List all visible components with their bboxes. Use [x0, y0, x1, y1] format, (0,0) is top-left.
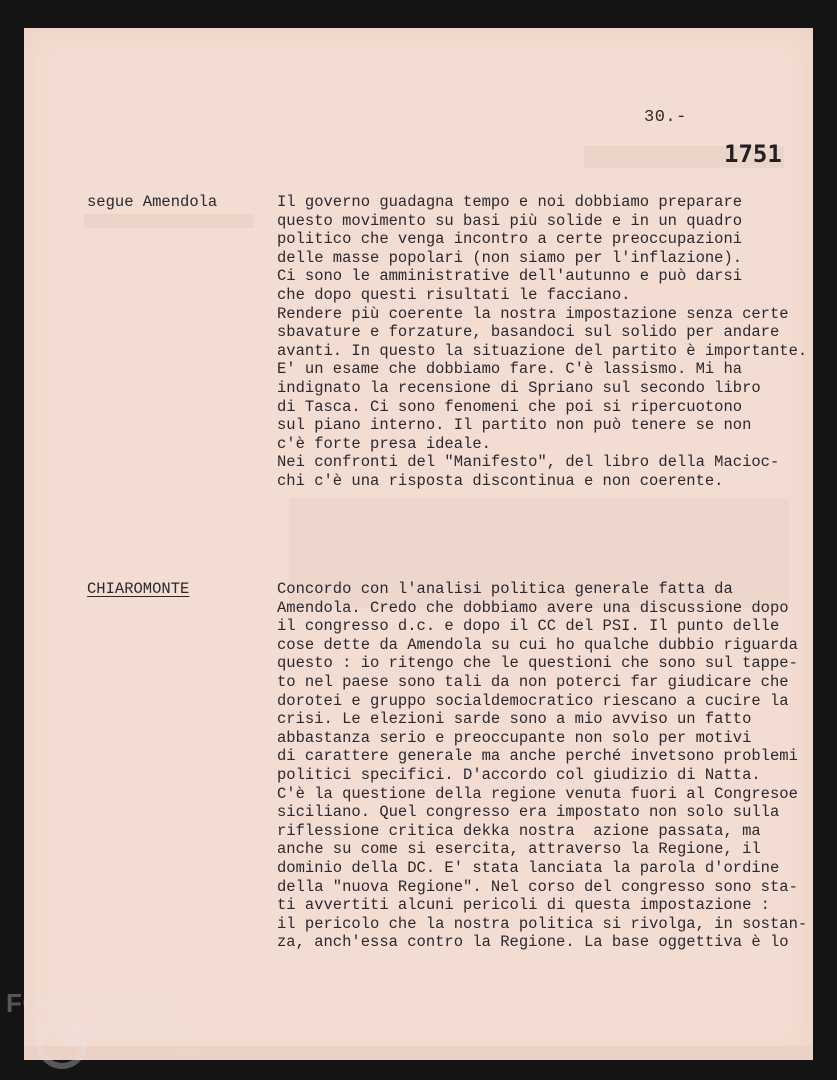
watermark-line-2: GRAMSCI — [64, 1017, 187, 1047]
watermark-line-3: Onlus — [176, 1046, 200, 1056]
text-line: della "nuova Regione". Nel corso del congresso sono sta- — [277, 877, 798, 896]
text-line: chi c'è una risposta discontinua e non coerente. — [277, 471, 724, 490]
text-line: crisi. Le elezioni sarde sono a mio avviso un fatto — [277, 710, 752, 729]
text-line: siciliano. Quel congresso era impostato non solo sulla — [277, 803, 780, 822]
document-number: 1751 — [724, 140, 782, 168]
text-line: cose dette da Amendola su cui ho qualche dubbio riguarda — [277, 635, 798, 654]
text-line: C'è la questione della regione venuta fuori al Congresoe — [277, 784, 798, 803]
page-number: 30.- — [644, 108, 687, 127]
sheet-edge — [24, 1046, 813, 1060]
speaker-label: CHIAROMONTE — [87, 580, 190, 598]
text-line: ti avvertiti alcuni pericoli di questa impostazione : — [277, 896, 770, 915]
text-line: politici specifici. D'accordo col giudizio di Natta. — [277, 765, 761, 784]
text-line: Nei confronti del "Manifesto", del libro della Macioc- — [277, 453, 780, 472]
text-line: Ci sono le amministrative dell'autunno e può darsi — [277, 267, 743, 286]
text-line: sbavature e forzature, basandoci sul solido per andare — [277, 323, 780, 342]
text-line: il pericolo che la nostra politica si rivolga, in sostan- — [277, 914, 808, 933]
speech-text — [277, 193, 817, 491]
text-line: Rendere più coerente la nostra impostazione senza certe — [277, 304, 789, 323]
text-line: dominio della DC. E' stata lanciata la parola d'ordine — [277, 858, 780, 877]
text-line: Amendola. Credo che dobbiamo avere una discussione dopo — [277, 598, 789, 617]
text-line: za, anch'essa contro la Regione. La base oggettiva è lo — [277, 933, 789, 952]
text-line: anche su come si esercita, attraverso la Regione, il — [277, 840, 761, 859]
text-line: dorotei e gruppo socialdemocratico riescano a cucire la — [277, 691, 789, 710]
watermark-line-1: FONDAZIONE — [6, 988, 183, 1018]
document-sheet — [24, 28, 813, 1060]
text-line: di carattere generale ma anche perché invetsono problemi — [277, 747, 798, 766]
text-line: di Tasca. Ci sono fenomeni che poi si ripercuotono — [277, 397, 743, 416]
text-line: Concordo con l'analisi politica generale fatta da — [277, 580, 733, 598]
text-line: E' un esame che dobbiamo fare. C'è lassismo. Mi ha — [277, 360, 743, 379]
text-line: to nel paese sono tali da non poterci far giudicare che — [277, 672, 789, 691]
speech-text — [277, 580, 817, 952]
text-line: politico che venga incontro a certe preoccupazioni — [277, 230, 743, 249]
archive-watermark — [6, 988, 200, 1056]
text-line: indignato la recensione di Spriano sul secondo libro — [277, 378, 761, 397]
text-line: Il governo guadagna tempo e noi dobbiamo preparare — [277, 193, 743, 211]
text-line: delle masse popolari (non siamo per l'inflazione). — [277, 248, 743, 267]
text-line: il congresso d.c. e dopo il CC del PSI. Il punto delle — [277, 617, 780, 636]
text-line: c'è forte presa ideale. — [277, 434, 491, 453]
speaker-label: segue Amendola — [87, 193, 218, 211]
text-line: sul piano interno. Il partito non può tenere se non — [277, 416, 752, 435]
bleed-through-shadow — [84, 214, 254, 228]
text-line: questo : io ritengo che le questioni che sono sul tappe- — [277, 654, 798, 673]
text-line: questo movimento su basi più solide e in un quadro — [277, 211, 743, 230]
gramsci-logo-icon — [36, 1018, 88, 1070]
text-line: avanti. In questo la situazione del partito è importante. — [277, 341, 808, 360]
text-line: abbastanza serio e preoccupante non solo per motivi — [277, 728, 752, 747]
text-line: riflessione critica dekka nostra azione passata, ma — [277, 821, 761, 840]
text-line: che dopo questi risultati le facciano. — [277, 285, 631, 304]
